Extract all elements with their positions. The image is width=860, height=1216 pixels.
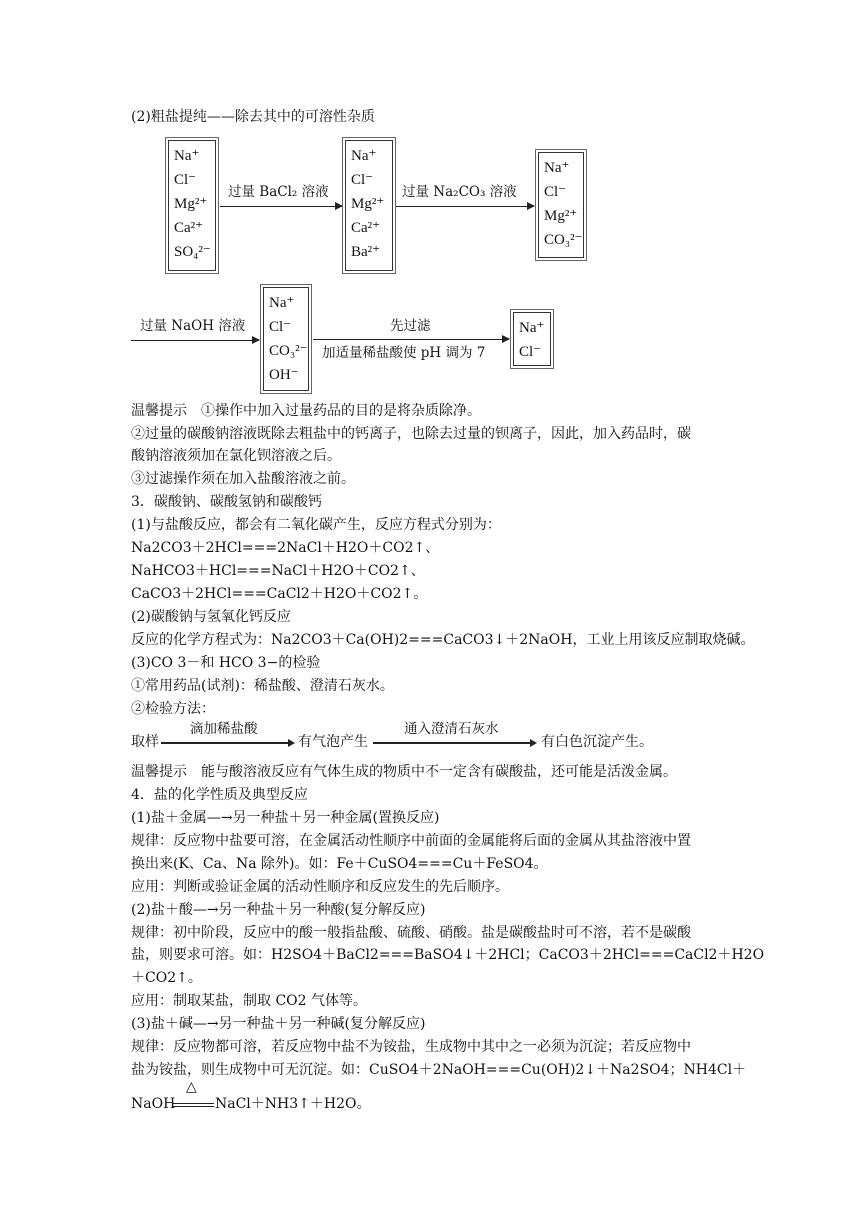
equation-line: CaCO3＋2HCl===CaCl2＋H2O＋CO2↑。 (131, 586, 428, 602)
ion: Ba²⁺ (351, 244, 381, 260)
ion: SO₄²⁻ (174, 244, 211, 260)
text-line: (3)CO 3－和 HCO 3−的检验 (131, 655, 321, 671)
ion: Cl⁻ (544, 184, 567, 200)
ion-box-2 (345, 140, 393, 271)
ion: Cl⁻ (519, 344, 542, 360)
flow-start: 取样 (131, 734, 159, 750)
ion-box-4 (263, 287, 309, 391)
ion: CO₃²⁻ (269, 343, 308, 359)
ion: CO₃²⁻ (544, 232, 583, 248)
tip-line: 酸钠溶液须加在氯化钡溶液之后。 (131, 448, 341, 464)
text-line: 规律：反应物都可溶，若反应物中盐不为铵盐，生成物中其中之一必须为沉淀；若反应物中 (131, 1039, 691, 1055)
reagent-label-2: 过量 Na₂CO₃ 溶液 (402, 184, 517, 200)
text-line: 应用：判断或验证金属的活动性顺序和反应发生的先后顺序。 (131, 879, 509, 895)
text-line: 盐为铵盐，则生成物中可无沉淀。如：CuSO4＋2NaOH===Cu(OH)2↓＋Na2SO4；NH4Cl＋ (131, 1062, 747, 1078)
reagent-label-1: 过量 BaCl₂ 溶液 (228, 184, 329, 200)
equals-sign (172, 1103, 214, 1107)
text-line: ②检验方法： (131, 701, 215, 717)
ion: Na⁺ (544, 160, 570, 176)
ion: Na⁺ (351, 148, 377, 164)
ion: Mg²⁺ (351, 196, 385, 212)
text-line: (1)与盐酸反应，都会有二氧化碳产生，反应方程式分别为： (131, 517, 501, 533)
text-line: (2)碳酸钠与氢氧化钙反应 (131, 609, 291, 625)
equation-line: Na2CO3＋2HCl===2NaCl＋H2O＋CO2↑、 (131, 540, 440, 556)
flow-step2-label: 通入澄清石灰水 (404, 721, 499, 736)
arrow-2 (396, 206, 534, 207)
acid-label: 加适量稀盐酸使 pH 调为 7 (322, 345, 486, 361)
arrow-4 (313, 339, 509, 340)
ion-box-3 (538, 152, 584, 258)
section-title: (2)粗盐提纯——除去其中的可溶性杂质 (131, 109, 375, 125)
heat-condition: △ (186, 1079, 197, 1095)
ion: Na⁺ (519, 320, 545, 336)
ion: Na⁺ (174, 148, 200, 164)
text-line: (2)盐＋酸—→另一种盐＋另一种酸(复分解反应) (131, 902, 426, 918)
ion-box-1 (168, 140, 216, 271)
flow-mid: 有气泡产生 (298, 734, 368, 750)
ion: Ca²⁺ (351, 220, 381, 236)
text-line: (3)盐＋碱—→另一种盐＋另一种碱(复分解反应) (131, 1016, 426, 1032)
arrow-1 (220, 206, 342, 207)
filter-label: 先过滤 (390, 318, 431, 334)
text-line: 应用：制取某盐，制取 CO2 气体等。 (131, 993, 367, 1009)
equation-line: NaHCO3＋HCl===NaCl＋H2O＋CO2↑、 (131, 563, 425, 579)
ion: Cl⁻ (174, 172, 197, 188)
text-line: 规律：初中阶段，反应中的酸一般指盐酸、硫酸、硝酸。盐是碳酸盐时可不溶，若不是碳酸 (131, 925, 691, 941)
tip-line: ③过滤操作须在加入盐酸溶液之前。 (131, 471, 355, 487)
ion: Mg²⁺ (174, 196, 208, 212)
heading-3: 3．碳酸钠、碳酸氢钠和碳酸钙 (131, 494, 322, 510)
ion: Mg²⁺ (544, 208, 578, 224)
flow-step1-label: 滴加稀盐酸 (190, 721, 258, 736)
text-line: 盐，则要求可溶。如：H2SO4＋BaCl2===BaSO4↓＋2HCl；CaCO3＋2HCl===CaCl2＋H2O (131, 947, 765, 963)
text-line: 换出来(K、Ca、Na 除外)。如：Fe＋CuSO4===Cu＋FeSO4。 (131, 856, 548, 872)
ion: Cl⁻ (269, 319, 292, 335)
ion: Ca²⁺ (174, 220, 204, 236)
text-line: 反应的化学方程式为：Na2CO3＋Ca(OH)2===CaCO3↓＋2NaOH，工业上用该反应制取烧碱。 (131, 632, 755, 648)
arrow-3 (131, 340, 259, 341)
tip-line: 温馨提示 能与酸溶液反应有气体生成的物质中不一定含有碳酸盐，还可能是活泼金属。 (131, 764, 677, 780)
text-line: (1)盐＋金属—→另一种盐＋另一种金属(置换反应) (131, 810, 440, 826)
text-line: ＋CO2↑。 (131, 970, 202, 986)
heading-4: 4．盐的化学性质及典型反应 (131, 787, 308, 803)
tip-line: 温馨提示 ①操作中加入过量药品的目的是将杂质除净。 (131, 403, 481, 419)
ion: Na⁺ (269, 295, 295, 311)
text-line: 规律：反应物中盐要可溶，在金属活动性顺序中前面的金属能将后面的金属从其盐溶液中置 (131, 833, 691, 849)
reagent-label-3: 过量 NaOH 溶液 (140, 318, 246, 334)
eq-left: NaOH (131, 1096, 176, 1112)
ion-box-5 (513, 312, 551, 366)
tip-line: ②过量的碳酸钠溶液既除去粗盐中的钙离子，也除去过量的钡离子，因此，加入药品时，碳 (131, 426, 691, 442)
flow-end: 有白色沉淀产生。 (541, 734, 653, 750)
flow-arrow-1 (161, 742, 293, 744)
flow-arrow-2 (373, 742, 535, 744)
text-line: ①常用药品(试剂)：稀盐酸、澄清石灰水。 (131, 678, 394, 694)
eq-right: NaCl＋NH3↑＋H2O。 (215, 1096, 371, 1112)
ion: Cl⁻ (351, 172, 374, 188)
ion: OH⁻ (269, 367, 299, 383)
